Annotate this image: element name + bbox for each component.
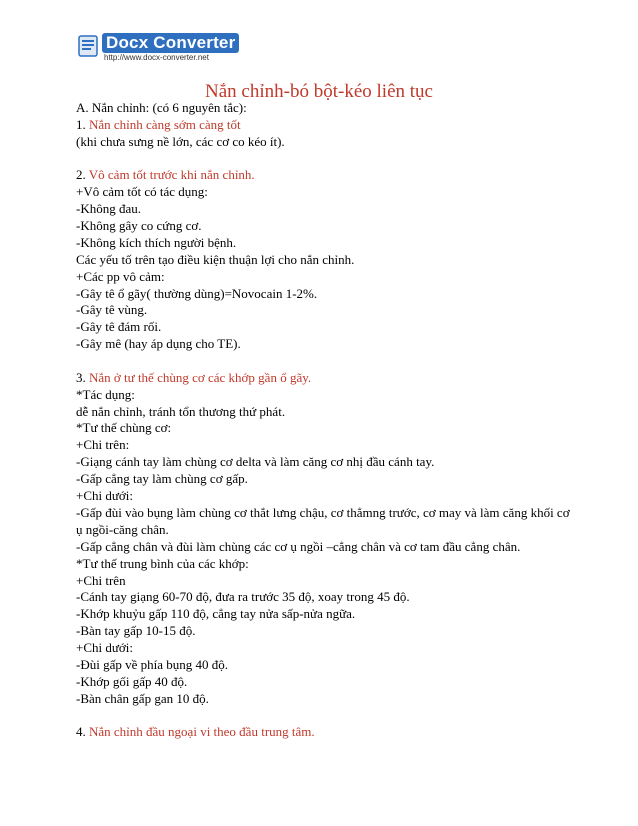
paragraph-gap [76, 353, 576, 370]
text-line: *Tác dụng: [76, 386, 135, 402]
text-line: -Bàn chân gấp gan 10 độ. [76, 690, 209, 706]
text-line: +Chi dưới: [76, 640, 134, 656]
text-line: Các yếu tố trên tạo điều kiện thuận lợi cho nắn chỉnh. [76, 251, 355, 267]
document-icon [78, 35, 100, 57]
text-line: +Chi trên: [76, 437, 130, 453]
document-body [76, 100, 576, 741]
docx-converter-logo [78, 33, 236, 63]
text-line: +Chi trên [76, 572, 126, 588]
text-line: -Giạng cánh tay làm chùng cơ delta và làm căng cơ nhị đầu cánh tay. [76, 454, 435, 470]
text-line: -Không đau. [76, 201, 141, 217]
text-line: +Chi dưới: [76, 488, 134, 504]
text-line: -Khớp khuỷu gấp 110 độ, cẳng tay nửa sấp-nửa ngữa. [76, 606, 356, 622]
text-line: -Gây tê ổ gãy( thường dùng)=Novocain 1-2%. [76, 285, 318, 301]
text-line: +Vô cảm tốt có tác dụng: [76, 184, 208, 200]
section-number: 4. [76, 724, 89, 740]
section-number: 3. [76, 369, 89, 385]
text-line: -Đùi gấp về phía bụng 40 độ. [76, 657, 229, 673]
text-line: *Tư thế chùng cơ: [76, 420, 172, 436]
section-title: Vô cảm tốt trước khi nắn chỉnh. [88, 167, 255, 183]
section-title: Nắn chỉnh càng sớm càng tốt [89, 116, 241, 132]
section-heading [76, 167, 576, 184]
section-title: Nắn ở tư thế chùng cơ các khớp gần ổ gãy. [89, 369, 312, 385]
section-heading [76, 370, 576, 387]
text-line: A. Nắn chỉnh: (có 6 nguyên tắc): [76, 100, 247, 115]
paragraph-gap [76, 151, 576, 168]
text-line: -Gây tê đám rối. [76, 319, 162, 335]
text-line: -Gấp cẳng chân và đùi làm chùng các cơ ụ ngồi –cẳng chân và cơ tam đầu cẳng chân. [76, 538, 521, 554]
text-line: -Gấp đùi vào bụng làm chùng cơ thắt lưng chậu, cơ thẳmng trước, cơ may và làm căng khối cơ ụ ngồi-căng chân. [76, 504, 570, 537]
logo-url: http://www.docx-converter.net [104, 53, 209, 62]
text-line: (khi chưa sưng nề lớn, các cơ co kéo ít). [76, 133, 285, 149]
section-heading [76, 724, 576, 741]
text-line: +Các pp vô cảm: [76, 268, 165, 284]
text-line: -Gây mê (hay áp dụng cho TE). [76, 336, 241, 352]
section-number: 2. [76, 167, 89, 183]
text-line: -Bàn tay gấp 10-15 độ. [76, 623, 196, 639]
text-line: -Không kích thích người bệnh. [76, 234, 237, 250]
section-heading [76, 117, 576, 134]
section-title: Nắn chỉnh đầu ngoại vi theo đầu trung tâm. [89, 724, 315, 740]
paragraph-gap [76, 708, 576, 725]
text-line: -Gây tê vùng. [76, 302, 148, 318]
logo-name: Docx Converter [102, 33, 239, 53]
text-line: -Khớp gối gấp 40 độ. [76, 674, 188, 689]
text-line: -Cánh tay giạng 60-70 độ, đưa ra trước 35 độ, xoay trong 45 độ. [76, 589, 410, 605]
text-line: -Không gây co cứng cơ. [76, 217, 202, 233]
text-line: dễ nắn chỉnh, tránh tổn thương thứ phát. [76, 403, 286, 419]
text-line: -Gấp cẳng tay làm chùng cơ gấp. [76, 471, 248, 487]
text-line: *Tư thế trung bình của các khớp: [76, 555, 249, 571]
page-title: Nắn chỉnh-bó bột-kéo liên tục [205, 81, 433, 102]
section-number: 1. [76, 116, 89, 132]
